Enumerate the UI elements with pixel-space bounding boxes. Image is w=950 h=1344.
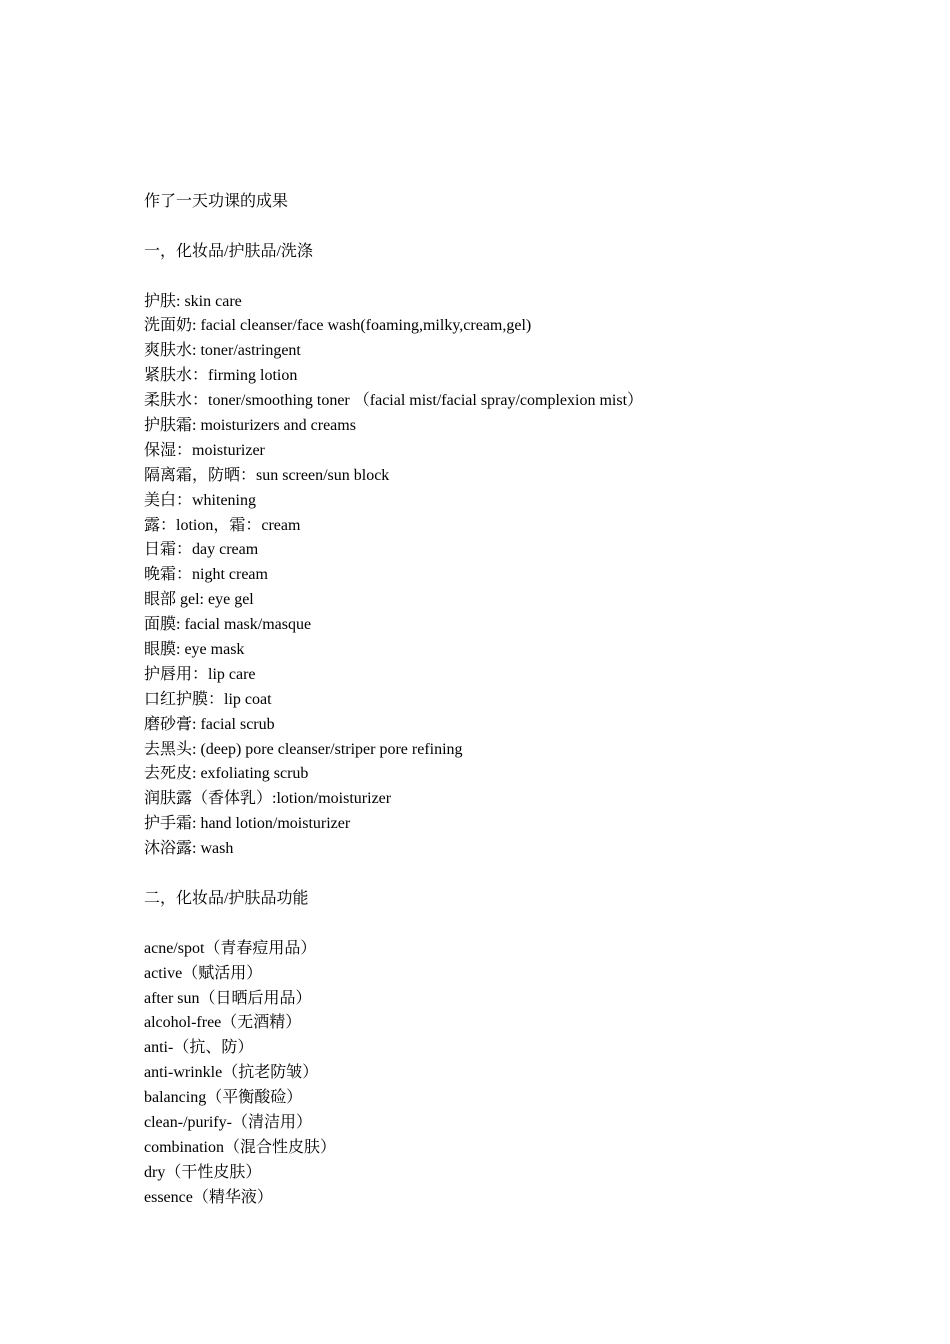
list-item: 润肤露（香体乳）:lotion/moisturizer [144,790,392,808]
list-item: 隔离霜，防晒：sun screen/sun block [144,466,390,484]
list-item: 面膜: facial mask/masque [144,616,312,634]
list-item: 眼膜: eye mask [144,641,245,659]
list-item: 口红护膜：lip coat [144,690,272,708]
list-item: active（赋活用） [144,964,263,982]
list-item: 护手霜: hand lotion/moisturizer [144,815,351,833]
list-item: acne/spot（青春痘用品） [144,939,317,957]
spacer [144,215,924,240]
list-item: clean-/purify-（清洁用） [144,1113,312,1131]
list-item: 沐浴露: wash [144,840,234,858]
list-item: 去黑头: (deep) pore cleanser/striper pore refining [144,740,463,758]
section-1-list [144,290,924,862]
spacer [144,265,924,290]
list-item: essence（精华液） [144,1188,273,1206]
document-title: 作了一天功课的成果 [144,193,289,210]
section-heading-1: 一，化妆品/护肤品/洗涤 [144,242,313,260]
section-heading-2: 二，化妆品/护肤品功能 [144,889,309,907]
spacer [144,912,924,937]
list-item: 眼部 gel: eye gel [144,591,254,609]
list-item: 保湿：moisturizer [144,441,265,459]
list-item: 护肤霜: moisturizers and creams [144,417,356,435]
list-item: 去死皮: exfoliating scrub [144,765,309,783]
list-item: 晚霜：night cream [144,566,268,584]
list-item: 护肤: skin care [144,292,242,310]
list-item: anti-wrinkle（抗老防皱） [144,1064,319,1082]
list-item: balancing（平衡酸硷） [144,1089,303,1107]
list-item: 紧肤水：firming lotion [144,367,298,385]
document-page [144,190,924,1211]
spacer [144,862,924,887]
list-item: 露：lotion，霜：cream [144,516,301,534]
list-item: 爽肤水: toner/astringent [144,342,301,360]
list-item: dry（干性皮肤） [144,1163,262,1181]
list-item: 护唇用：lip care [144,665,256,683]
list-item: 美白：whitening [144,491,256,509]
list-item: after sun（日晒后用品） [144,989,312,1007]
list-item: 柔肤水：toner/smoothing toner （facial mist/facial spray/complexion mist） [144,392,644,410]
list-item: 洗面奶: facial cleanser/face wash(foaming,milky,cream,gel) [144,317,532,335]
list-item: 日霜：day cream [144,541,259,559]
list-item: anti-（抗、防） [144,1039,254,1057]
list-item: combination（混合性皮肤） [144,1138,336,1156]
list-item: 磨砂膏: facial scrub [144,715,275,733]
list-item: alcohol-free（无酒精） [144,1014,302,1032]
section-2-list [144,937,924,1211]
